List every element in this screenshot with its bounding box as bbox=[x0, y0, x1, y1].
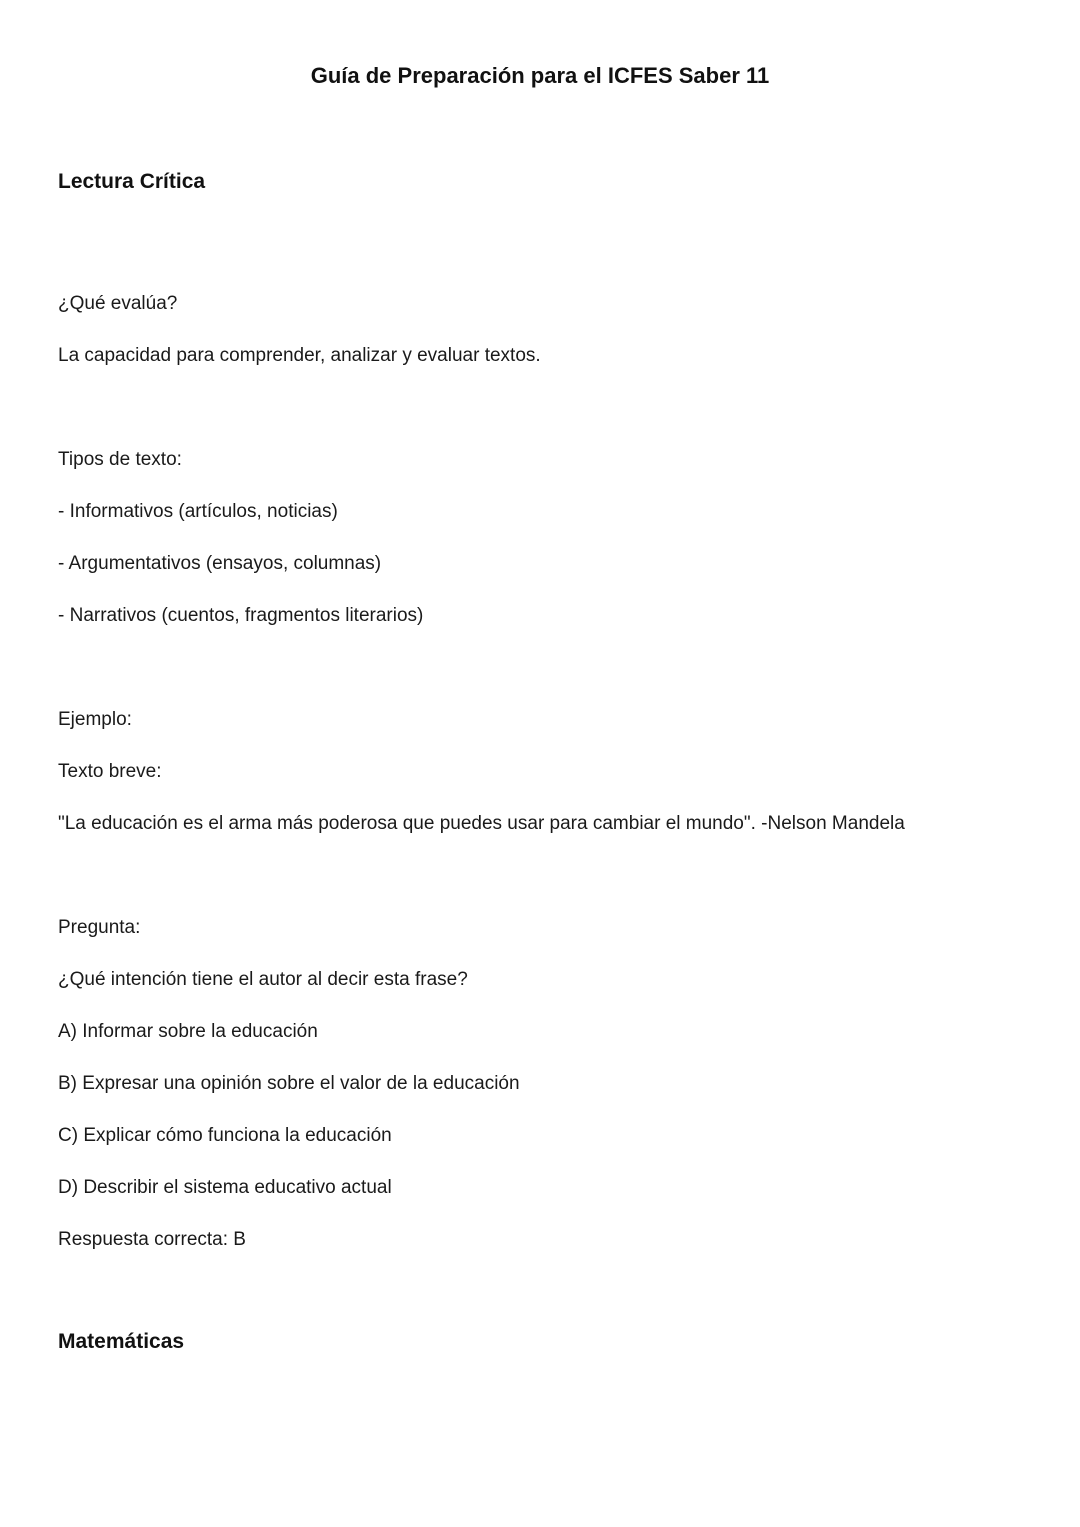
answer-line: Respuesta correcta: B bbox=[58, 1229, 246, 1250]
section-heading-lectura-critica: Lectura Crítica bbox=[58, 170, 206, 193]
tipo-informativos-item: - Informativos (artículos, noticias) bbox=[58, 501, 338, 522]
texto-breve-label: Texto breve: bbox=[58, 761, 162, 782]
pregunta-text: ¿Qué intención tiene el autor al decir esta frase? bbox=[58, 969, 468, 990]
ejemplo-label: Ejemplo: bbox=[58, 709, 132, 730]
section-heading-matematicas: Matemáticas bbox=[58, 1330, 185, 1353]
tipo-argumentativos-item: - Argumentativos (ensayos, columnas) bbox=[58, 553, 382, 574]
option-b: B) Expresar una opinión sobre el valor de la educación bbox=[58, 1073, 520, 1094]
que-evalua-label: ¿Qué evalúa? bbox=[58, 293, 178, 314]
option-a: A) Informar sobre la educación bbox=[58, 1021, 318, 1042]
option-c: C) Explicar cómo funciona la educación bbox=[58, 1125, 392, 1146]
option-d: D) Describir el sistema educativo actual bbox=[58, 1177, 392, 1198]
quote-line: "La educación es el arma más poderosa que puedes usar para cambiar el mundo". -Nelson Mandela bbox=[58, 813, 905, 834]
document-title: Guía de Preparación para el ICFES Saber 11 bbox=[310, 63, 770, 88]
tipos-de-texto-label: Tipos de texto: bbox=[58, 449, 182, 470]
tipo-narrativos-item: - Narrativos (cuentos, fragmentos literarios) bbox=[58, 605, 424, 626]
que-evalua-text: La capacidad para comprender, analizar y evaluar textos. bbox=[58, 345, 541, 366]
pregunta-label: Pregunta: bbox=[58, 917, 141, 938]
